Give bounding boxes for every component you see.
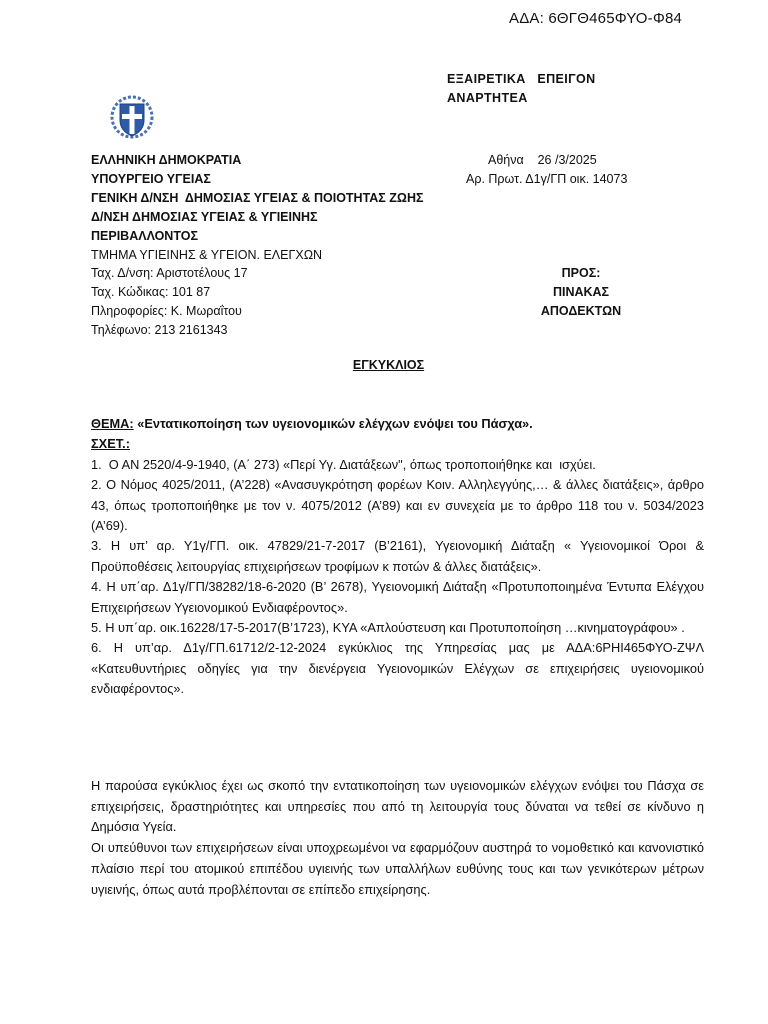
urgency-line-2: ΑΝΑΡΤΗΤΕΑ — [447, 91, 528, 105]
department-name: ΤΜΗΜΑ ΥΓΙΕΙΝΗΣ & ΥΓΕΙΟΝ. ΕΛΕΓΧΩΝ — [91, 247, 323, 262]
subject-and-references — [91, 414, 704, 700]
protocol-number: Αρ. Πρωτ. Δ1γ/ΓΠ οικ. 14073 — [466, 171, 628, 186]
contact-person: Πληροφορίες: Κ. Μωραΐτου — [91, 304, 242, 319]
document-type: ΕΓΚΥΚΛΙΟΣ — [352, 358, 425, 372]
recipient-block — [515, 264, 647, 321]
postal-address: Ταχ. Δ/νση: Αριστοτέλους 17 — [91, 266, 248, 281]
general-directorate: ΓΕΝΙΚΗ Δ/ΝΣΗ ΔΗΜΟΣΙΑΣ ΥΓΕΙΑΣ & ΠΟΙΟΤΗΤΑΣ ΖΩΗΣ — [91, 190, 424, 205]
postal-code: Ταχ. Κώδικας: 101 87 — [91, 285, 211, 300]
document-date: Αθήνα 26 /3/2025 — [488, 153, 597, 167]
phone-number: Τηλέφωνο: 213 2161343 — [91, 323, 228, 338]
subject-line — [91, 414, 704, 434]
circular-body — [91, 776, 704, 900]
subject-text: «Εντατικοποίηση των υγειονομικών ελέγχων ενόψει του Πάσχα». — [133, 416, 533, 431]
related-label-line — [91, 434, 704, 454]
reference-item: 5. Η υπ΄αρ. οικ.16228/17-5-2017(Β’1723), ΚΥΑ «Απλούστευση και Προτυποποίηση …κινηματογράφου» . — [91, 620, 685, 636]
date-protocol-block — [466, 151, 627, 189]
body-paragraph: Οι υπεύθυνοι των επιχειρήσεων είναι υποχρεωμένοι να εφαρμόζουν αυστηρά το νομοθετικό και κανονιστικό πλαίσιο περί του ατομικού επιπέδου υγιεινής των υπαλλήλων ευθύνης τους και των γενικότερων μέτρων υγιεινής, όπως αυτά προβλέπονται σε επίπεδο επιχείρησης. — [91, 840, 704, 897]
related-label: ΣΧΕΤ.: — [91, 436, 130, 452]
directorate-line-2: ΠΕΡΙΒΑΛΛΟΝΤΟΣ — [91, 228, 198, 243]
ada-code: ΑΔΑ: 6ΘΓΘ465ΦΥΟ-Φ84 — [509, 10, 683, 27]
reference-item: 3. Η υπ’ αρ. Υ1γ/ΓΠ. οικ. 47829/21-7-2017 (Β’2161), Υγειονομική Διάταξη « Υγειονομικοί Όροι & Προϋποθέσεις λειτουργίας επιχειρήσεων τροφίμων κ ποτών & άλλες διατάξεις». — [91, 538, 704, 574]
reference-item: 4. Η υπ΄αρ. Δ1γ/ΓΠ/38282/18-6-2020 (Β’ 2678), Υγειονομική Διάταξη «Προτυποποιημένα Έντυπα Ελέγχου Επιχειρήσεων Υγειονομικού Ενδιαφέροντος». — [91, 579, 704, 615]
urgency-line-1: ΕΞΑΙΡΕΤΙΚΑ ΕΠΕΙΓΟΝ — [447, 72, 596, 86]
subject-label: ΘΕΜΑ: — [91, 416, 134, 431]
ministry-name: ΥΠΟΥΡΓΕΙΟ ΥΓΕΙΑΣ — [91, 171, 211, 186]
republic-name: ΕΛΛΗΝΙΚΗ ΔΗΜΟΚΡΑΤΙΑ — [91, 153, 242, 167]
reference-item: 6. Η υπ’αρ. Δ1γ/ΓΠ.61712/2-12-2024 εγκύκλιος της Υπηρεσίας μας με ΑΔΑ:6ΡΗΙ465ΦΥΟ-ΖΨΛ «Κατευθυντήριες οδηγίες για την διενέργεια Υγειονομικών Ελέγχων σε επιχειρήσεις υγειονομικού ενδιαφέροντος». — [91, 640, 704, 697]
sender-block — [91, 151, 423, 340]
reference-item: 2. Ο Νόμος 4025/2011, (Α’228) «Ανασυγκρότηση φορέων Κοιν. Αλληλεγγύης,… & άλλες διατάξεις», άρθρο 43, όπως τροποποιήθηκε με τον ν. 4075/2012 (Α’89) και εν συνεχεία με το άρθρο 118 του ν. 5034/2023 (Α’69). — [91, 477, 704, 534]
reference-item: 1. Ο ΑΝ 2520/4-9-1940, (Α΄ 273) «Περί Υγ. Διατάξεων", όπως τροποποιήθηκε και ισχύει. — [91, 456, 596, 472]
body-paragraph: Η παρούσα εγκύκλιος έχει ως σκοπό την εντατικοποίηση των υγειονομικών ελέγχων ενόψει του Πάσχα σε επιχειρήσεις, δραστηριότητες και υπηρεσίες που από τη λειτουργία τους δύναται να τεθεί σε κίνδυνο η Δημόσια Υγεία. — [91, 778, 704, 835]
greek-coat-of-arms-icon — [110, 94, 154, 140]
directorate-line-1: Δ/ΝΣΗ ΔΗΜΟΣΙΑΣ ΥΓΕΙΑΣ & ΥΓΙΕΙΝΗΣ — [91, 209, 318, 224]
urgency-notice — [447, 70, 596, 108]
recipient-value: ΠΙΝΑΚΑΣ ΑΠΟΔΕΚΤΩΝ — [540, 285, 622, 318]
recipient-label: ΠΡΟΣ: — [561, 266, 601, 280]
document-type-heading — [0, 358, 768, 372]
